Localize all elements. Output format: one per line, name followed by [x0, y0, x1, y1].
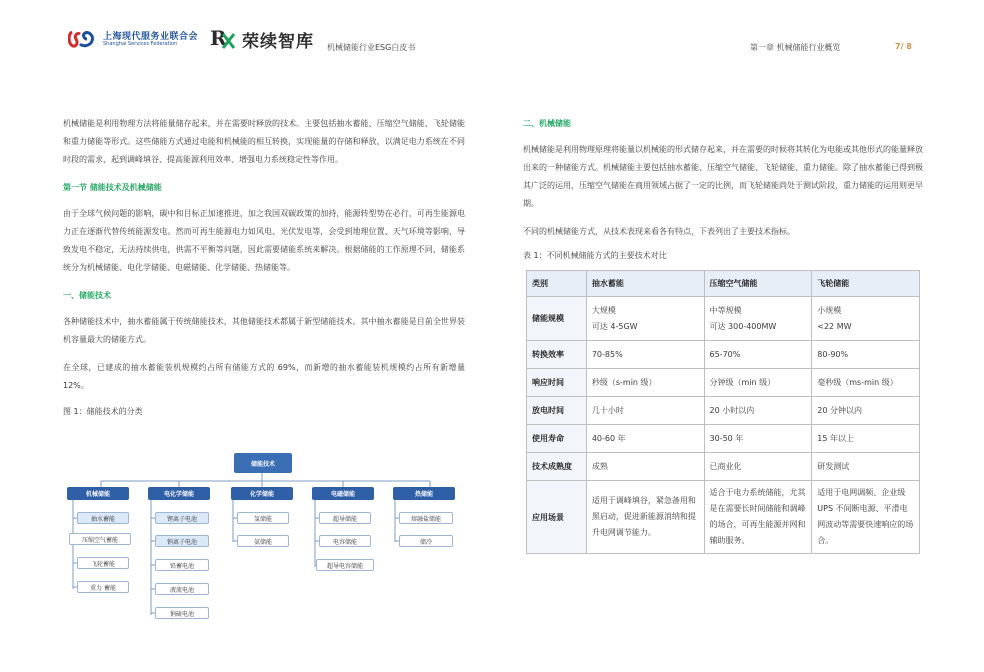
chapter-title: 第一章 机械储能行业概览: [750, 43, 841, 52]
shanghai-services-federation-logo: [68, 28, 96, 50]
section1-paragraph: 由于全球气候问题的影响，碳中和目标正加速推进，加之我国双碳政策的加持，能源转型势在必行，可再生能源电力正在逐渐代替传统能源发电。然而可再生能源电力如风电、光伏发电等，会受到地理位置、天气环境等影响，导致发电不稳定，无法持续供电，供需不平衡等问题，因此需要储能系统来解决。根据储能的工作原理不同，储能系统分为机械储能、电化学储能、电磁储能、化学储能、热储能等。: [63, 209, 465, 272]
table-header-cell: 类别: [527, 271, 587, 297]
diagram-item-flywheel: 飞轮蓄能: [77, 557, 129, 569]
table-row: [527, 397, 920, 425]
table-cell: 几十小时: [586, 397, 704, 425]
diagram-item-super-capacitor: 超导电容储能: [316, 559, 374, 571]
page-header: [0, 0, 984, 62]
table-cell: 65-70%: [704, 341, 812, 369]
diagram-item-cold-storage: 储冷: [399, 535, 453, 547]
table-cell: 研发测试: [812, 453, 920, 481]
figure-caption: 图 1：储能技术的分类: [63, 407, 143, 416]
table-row-label: 应用场景: [527, 481, 587, 554]
table-row: [527, 453, 920, 481]
table-row: [527, 297, 920, 341]
table-cell: 80-90%: [812, 341, 920, 369]
table-caption: 表 1：不同机械储能方式的主要技术对比: [523, 251, 667, 260]
diagram-category-chemical: 化学储能: [231, 487, 293, 500]
diagram-item-compressed-air: 压缩空气蓄能: [69, 533, 131, 545]
table-row-label: 使用寿命: [527, 425, 587, 453]
page-number: 7/ 8: [895, 42, 912, 51]
diagram-item-hydrogen: 氢储能: [237, 512, 289, 524]
diagram-category-thermal: 热储能: [393, 487, 455, 500]
table-row: [527, 425, 920, 453]
subsection1-heading: 一、储能技术: [63, 291, 111, 300]
table-cell: 15 年以上: [812, 425, 920, 453]
diagram-item-lead-acid: 铅蓄电池: [155, 559, 209, 571]
diagram-item-pumped-hydro: 抽水蓄能: [77, 512, 129, 524]
table-header-cell: 压缩空气储能: [704, 271, 812, 297]
table-cell: 已商业化: [704, 453, 812, 481]
document-title: 机械储能行业ESG白皮书: [327, 43, 416, 52]
table-cell: 分钟级（min 级）: [704, 369, 812, 397]
diagram-root-node: 储能技术: [234, 453, 292, 473]
subsection2-paragraph-2: 不同的机械储能方式，从技术表现来看各有特点，下表列出了主要技术指标。: [523, 227, 795, 236]
table-cell: 毫秒级（ms-min 级）: [812, 369, 920, 397]
diagram-item-sodium-sulfur: 钠硫电池: [155, 607, 209, 619]
diagram-item-gravity: 重力 蓄能: [77, 581, 129, 593]
table-cell: 适合于电力系统储能，尤其是在需要长时间储能和调峰的场合，可再生能源并网和辅助服务。: [704, 481, 812, 554]
table-row-label: 放电时间: [527, 397, 587, 425]
diagram-item-capacitor: 电容储能: [319, 535, 371, 547]
table-cell: 20 分钟以内: [812, 397, 920, 425]
diagram-item-sodium-ion: 钠离子电池: [155, 535, 209, 547]
table-row-label: 转换效率: [527, 341, 587, 369]
org1-name-cn: 上海现代服务业联合会: [103, 32, 199, 42]
table-cell: 适用于调峰填谷，紧急备用和黑启动，促进新能源消纳和提升电网调节能力。: [586, 481, 704, 554]
intro-paragraph: 机械储能是利用物理方法将能量储存起来，并在需要时释放的技术。主要包括抽水蓄能、压缩空气储能、飞轮储能和重力储能等形式。这些储能方式通过电能和机械能的相互转换，实现能量的存储和释放，以满足电力系统在不同时段的需求，起到调峰填谷、提高能源利用效率、增强电力系统稳定性等作用。: [63, 119, 465, 164]
subsection1-paragraph-2: 在全球，已建成的抽水蓄能装机规模约占所有储能方式的 69%，而新增的抽水蓄能装机规模约占所有新增量 12%。: [63, 363, 465, 390]
diagram-category-mechanical: 机械储能: [67, 487, 129, 500]
diagram-item-flow-battery: 液流电池: [155, 583, 209, 595]
table-cell: 适用于电网调频、企业级UPS 不间断电源、平滑电网波动等需要快速响应的场合。: [812, 481, 920, 554]
table-row: [527, 341, 920, 369]
org1-name-en: Shanghai Services Federation: [103, 41, 178, 47]
storage-classification-diagram: [63, 443, 465, 628]
table-cell: 40-60 年: [586, 425, 704, 453]
technology-comparison-table: [526, 270, 920, 554]
diagram-item-lithium-ion: 锂离子电池: [155, 512, 209, 524]
diagram-category-electromagnetic: 电磁储能: [312, 487, 374, 500]
table-cell: 小规模 <22 MW: [812, 297, 920, 341]
table-cell: 30-50 年: [704, 425, 812, 453]
left-column: [63, 115, 465, 419]
diagram-item-superconducting: 超导储能: [319, 512, 371, 524]
section1-heading: 第一节 储能技术及机械储能: [63, 183, 162, 192]
diagram-item-ammonia: 氨储能: [237, 535, 289, 547]
table-cell: 70-85%: [586, 341, 704, 369]
table-cell: 中等规模 可达 300-400MW: [704, 297, 812, 341]
table-header-row: [527, 271, 920, 297]
right-column: [523, 115, 923, 263]
subsection1-paragraph-1: 各种储能技术中，抽水蓄能属于传统储能技术，其他储能技术都属于新型储能技术。其中抽水蓄能是目前全世界装机容量最大的储能方式。: [63, 317, 465, 344]
table-row-label: 技术成熟度: [527, 453, 587, 481]
table-cell: 秒级（s-min 级）: [586, 369, 704, 397]
table-row-label: 储能规模: [527, 297, 587, 341]
rongxu-think-tank-logo: [210, 26, 236, 50]
diagram-item-molten-salt: 熔融盐储能: [399, 512, 453, 524]
table-header-cell: 飞轮储能: [812, 271, 920, 297]
org2-name: 荣续智库: [242, 32, 314, 52]
table-row-label: 响应时间: [527, 369, 587, 397]
svg-text:R: R: [210, 26, 227, 50]
diagram-category-electrochemical: 电化学储能: [148, 487, 210, 500]
table-row: [527, 481, 920, 554]
table-cell: 成熟: [586, 453, 704, 481]
table-header-cell: 抽水蓄能: [586, 271, 704, 297]
table-cell: 20 小时以内: [704, 397, 812, 425]
table-cell: 大规模 可达 4-5GW: [586, 297, 704, 341]
table-row: [527, 369, 920, 397]
subsection2-paragraph-1: 机械储能是利用物理原理将能量以机械能的形式储存起来，并在需要的时候将其转化为电能或其他形式的能量释放出来的一种储能方式。机械储能主要包括抽水蓄能、压缩空气储能、飞轮储能、重力储能。除了抽水蓄能已得到极其广泛的运用，压缩空气储能在商用领域占据了一定的比例，而飞轮储能尚处于测试阶段，重力储能的运用则更早期。: [523, 145, 923, 208]
subsection2-heading: 二、机械储能: [523, 119, 571, 128]
